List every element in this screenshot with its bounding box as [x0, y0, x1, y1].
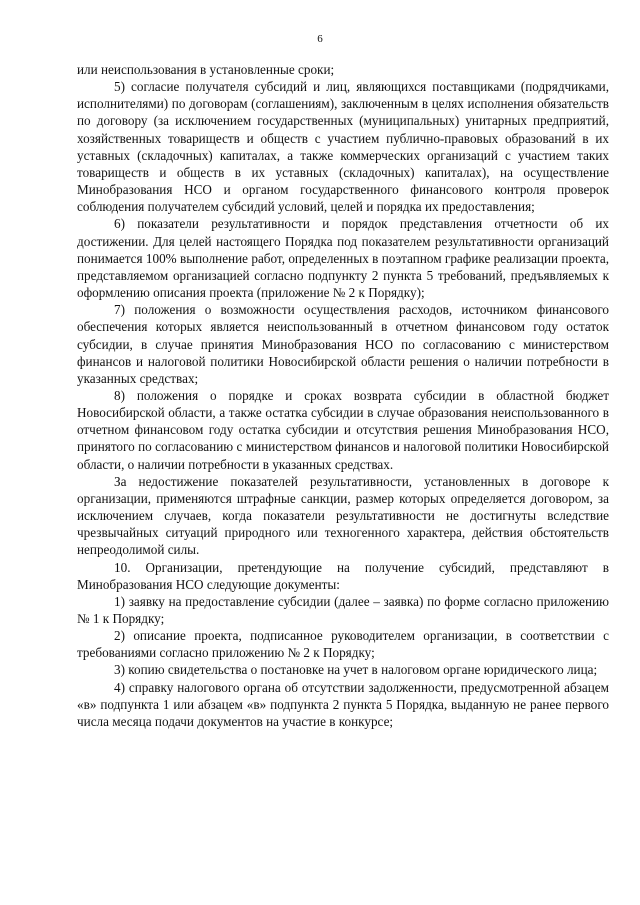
paragraph-section-10-documents: 10. Организации, претендующие на получение субсидий, представляют в Минобразования НСО следующие документы: [77, 559, 609, 592]
paragraph-penalties: За недостижение показателей результативности, установленных в договоре к организации, применяются штрафные санкции, размер которых определяется договором, за исключением случаев, когда показатели результативности не достигнуты вследствие чрезвычайных ситуаций природного или техногенного характера, действия обстоятельств непреодолимой силы. [77, 473, 609, 558]
paragraph-item-7-unused-balance-expenses: 7) положения о возможности осуществления расходов, источником финансового обеспечения которых является неиспользованный в отчетном финансовом году остаток субсидии, в случае принятия Минобразования НСО по согласованию с министерством финансов и налоговой политики Новосибирской области решения о наличии потребности в указанных средствах; [77, 302, 609, 386]
paragraph-doc-1-application: 1) заявку на предоставление субсидии (далее – заявка) по форме согласно приложению № 1 к Порядку; [77, 593, 609, 626]
page-number: 6 [317, 33, 323, 45]
document-body [77, 61, 609, 730]
paragraph-item-5-consent: 5) согласие получателя субсидий и лиц, являющихся поставщиками (подрядчиками, исполнителями) по договорам (соглашениям), заключенным в целях исполнения обязательств по договору (за исключением государственных (муниципальных) унитарных предприятий, хозяйственных товариществ и обществ с участием публично-правовых образований в их уставных (складочных) капиталах, а также коммерческих организаций с участием таких товариществ и обществ в их уставных (складочных) капиталах), на осуществление Минобразования НСО и органом государственного финансового контроля проверок соблюдения получателем субсидий условий, целей и порядка их предоставления; [77, 79, 609, 215]
paragraph-doc-4-tax-debt-reference: 4) справку налогового органа об отсутствии задолженности, предусмотренной абзацем «в» подпункта 1 или абзацем «в» подпункта 2 пункта 5 Порядка, выданную не ранее первого числа месяца подачи документов на участие в конкурсе; [77, 679, 609, 729]
paragraph-item-6-performance-indicators: 6) показатели результативности и порядок представления отчетности об их достижении. Для целей настоящего Порядка под показателем результативности организаций понимается 100% выполнение работ, определенных в поэтапном графике реализации проекта, представляемом организацией согласно подпункту 2 пункта 5 требований, предъявляемых к оформлению описания проекта (приложение № 2 к Порядку); [77, 216, 609, 301]
paragraph-doc-2-project-description: 2) описание проекта, подписанное руководителем организации, в соответствии с требованиями согласно приложению № 2 к Порядку; [77, 628, 609, 661]
paragraph-item-8-subsidy-return: 8) положения о порядке и сроках возврата субсидии в областной бюджет Новосибирской области, а также остатка субсидии в случае образования неиспользованного в отчетном финансовом году остатка субсидии и отсутствия решения Минобразования НСО, принятого по согласованию с министерством финансов и налоговой политики Новосибирской области, о наличии потребности в указанных средствах. [77, 387, 609, 472]
paragraph-doc-3-tax-certificate: 3) копию свидетельства о постановке на учет в налоговом органе юридического лица; [114, 662, 598, 678]
paragraph-continuation: или неиспользования в установленные сроки; [77, 62, 335, 77]
